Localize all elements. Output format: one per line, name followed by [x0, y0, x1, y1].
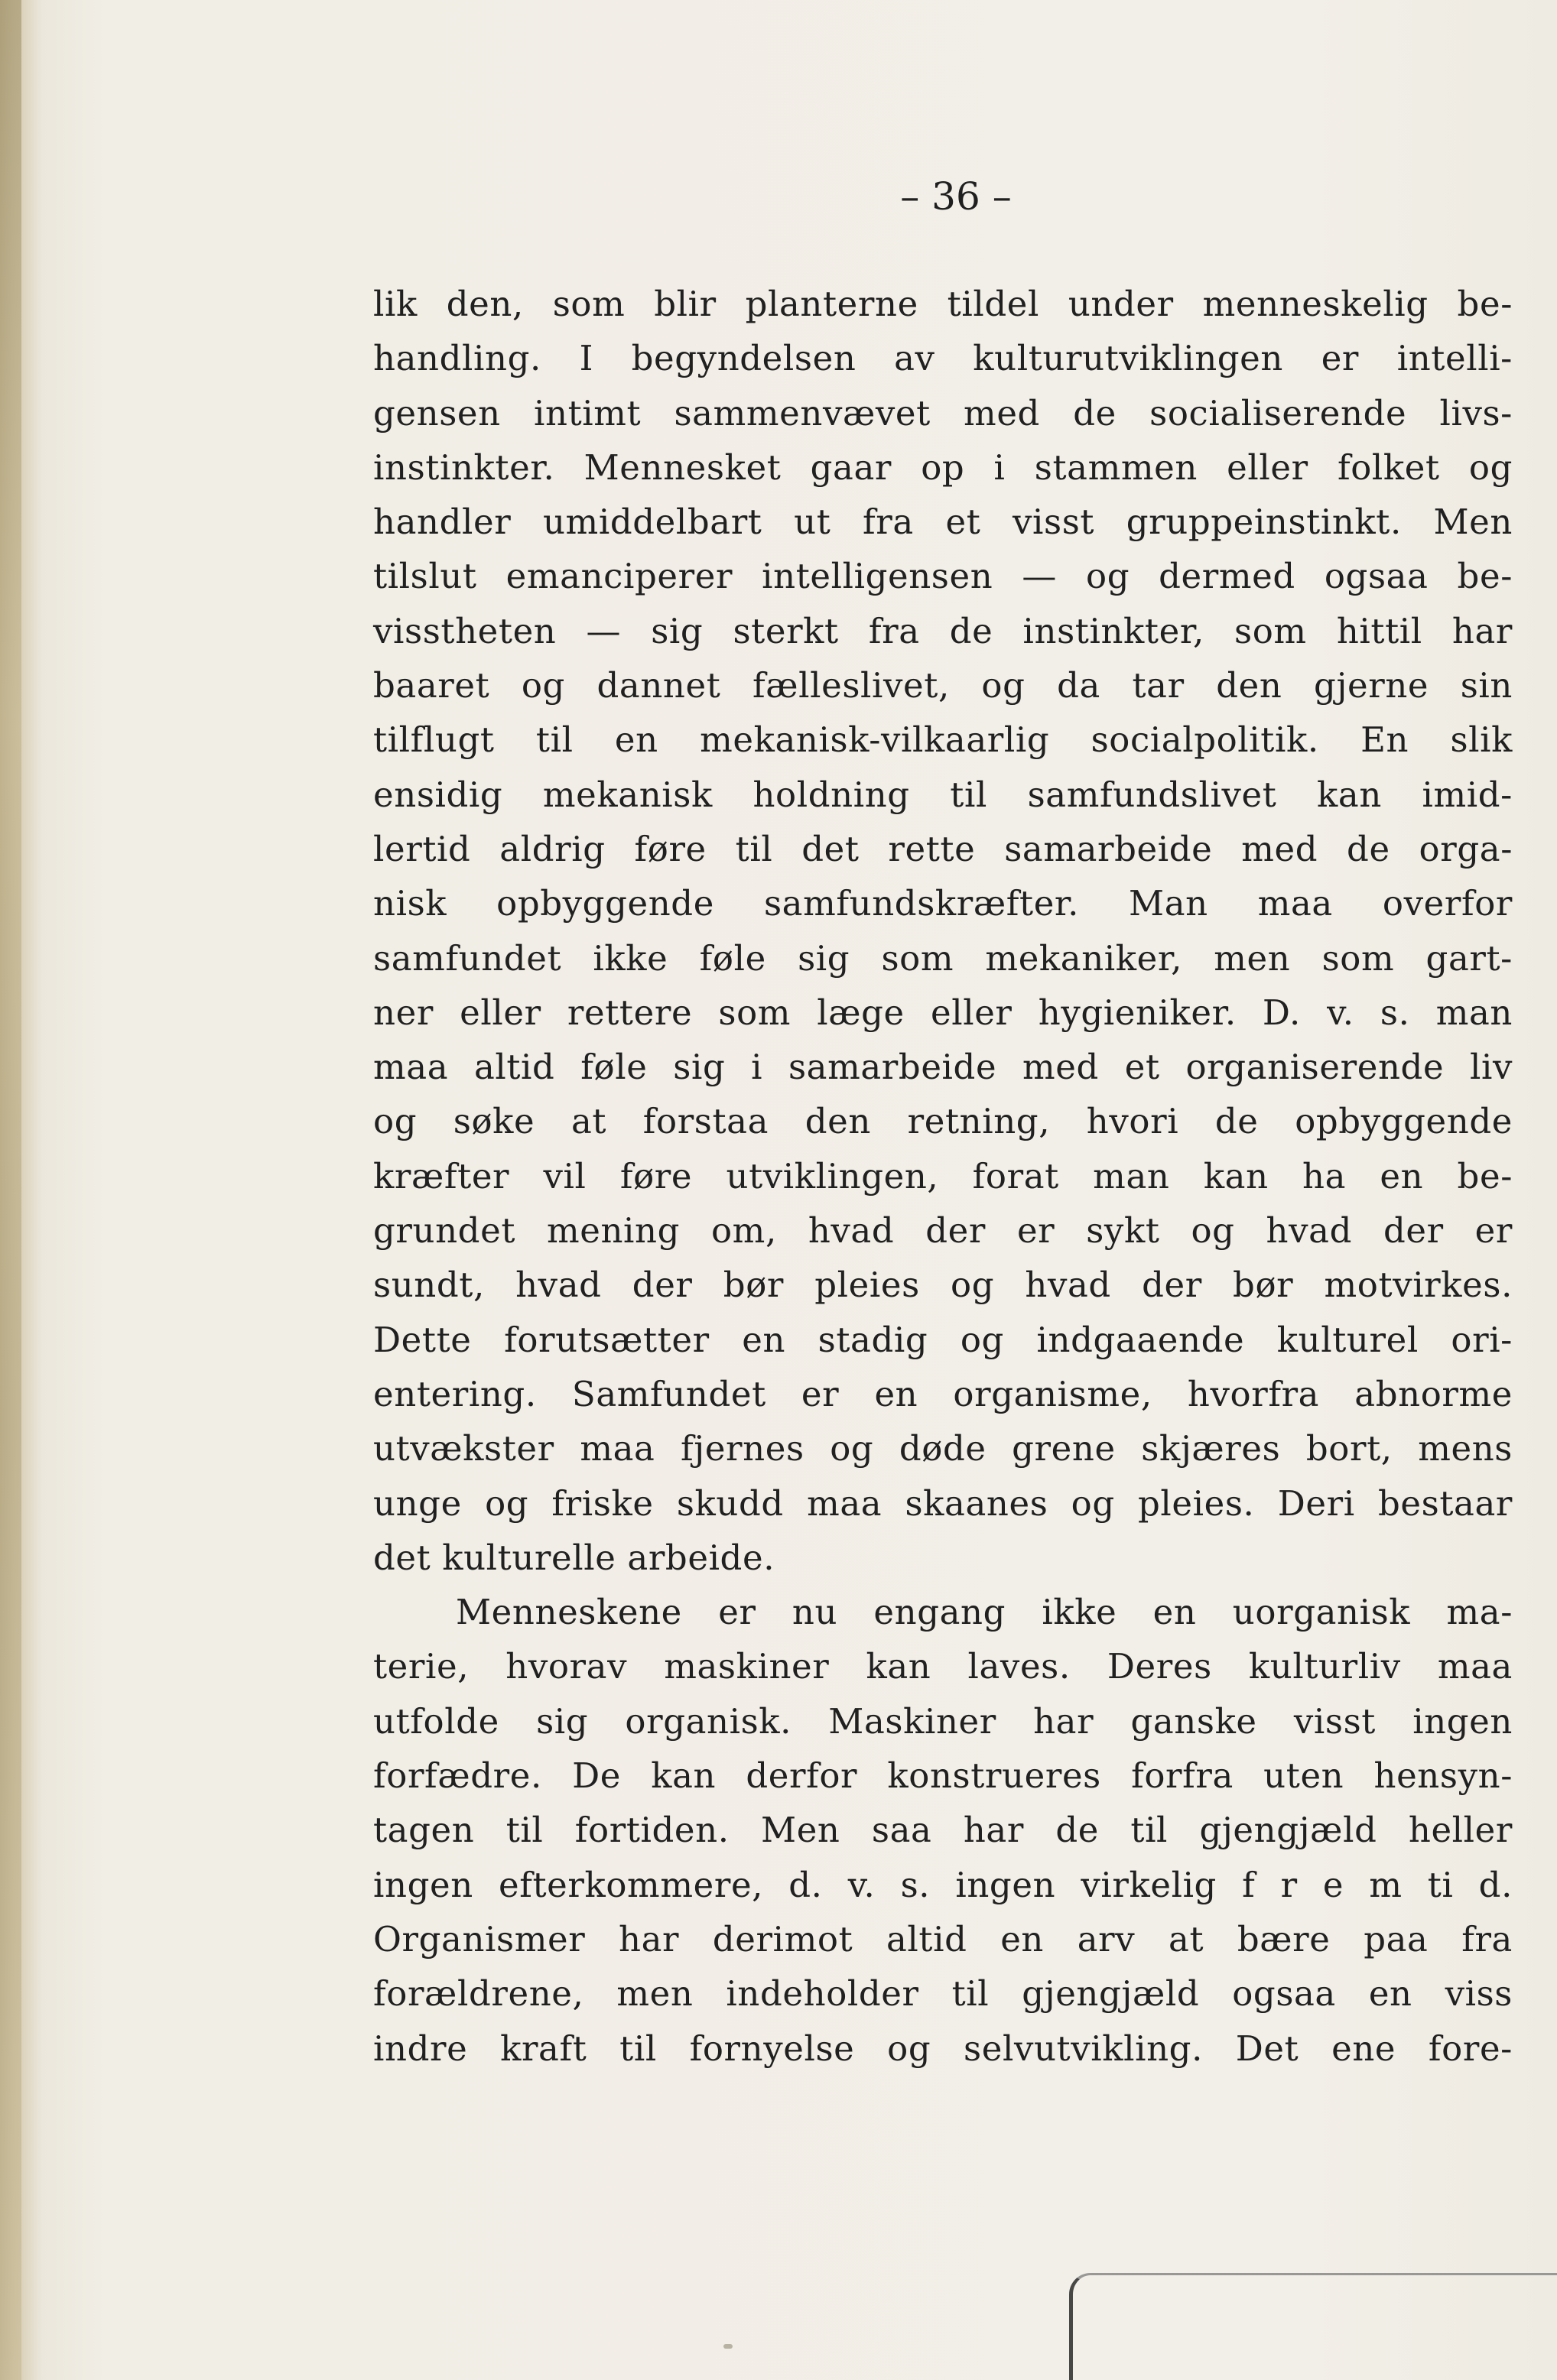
- text-line: tilflugt til en mekanisk-vilkaarlig socialpolitik. En slik: [373, 719, 1513, 761]
- text-line: handler umiddelbart ut fra et visst gruppeinstinkt. Men: [373, 502, 1513, 543]
- text-line: instinkter. Mennesket gaar op i stammen eller folket og: [373, 446, 1513, 488]
- text-line: lik den, som blir planterne tildel under menneskelig be-: [373, 284, 1513, 324]
- text-line: utvækster maa fjernes og døde grene skjæres bort, mens: [373, 1428, 1513, 1469]
- text-line: lertid aldrig føre til det rette samarbeide med de orga-: [373, 828, 1513, 869]
- corner-bracket-mark: [1069, 2273, 1557, 2380]
- text-line: nisk opbyggende samfundskræfter. Man maa overfor: [373, 883, 1513, 924]
- text-line: terie, hvorav maskiner kan laves. Deres kulturliv maa: [373, 1646, 1513, 1687]
- text-line: forfædre. De kan derfor konstrueres forfra uten hensyn-: [373, 1755, 1513, 1797]
- text-line: kræfter vil føre utviklingen, forat man kan ha en be-: [373, 1155, 1513, 1196]
- text-line: tagen til fortiden. Men saa har de til gjengjæld heller: [373, 1810, 1513, 1851]
- text-line: grundet mening om, hvad der er sykt og hvad der er: [373, 1210, 1513, 1252]
- text-line: samfundet ikke føle sig som mekaniker, men som gart-: [373, 937, 1513, 979]
- text-line: unge og friske skudd maa skaanes og pleies. Deri bestaar: [373, 1482, 1513, 1524]
- text-line: Menneskene er nu engang ikke en uorganisk ma-: [456, 1592, 1513, 1633]
- page-spine-edge: [0, 0, 21, 2380]
- paragraph: [373, 277, 1513, 1585]
- text-line: visstheten — sig sterkt fra de instinkter, som hittil har: [373, 610, 1513, 651]
- body-text: [373, 277, 1513, 2076]
- paragraph: [373, 1585, 1513, 2076]
- text-line: entering. Samfundet er en organisme, hvorfra abnorme: [373, 1373, 1513, 1414]
- page-number: – 36 –: [900, 174, 1012, 219]
- text-line: Organismer har derimot altid en arv at bære paa fra: [373, 1918, 1513, 1960]
- text-line: gensen intimt sammenvævet med de socialiserende livs-: [373, 392, 1513, 433]
- text-line: ner eller rettere som læge eller hygieniker. D. v. s. man: [373, 992, 1513, 1033]
- text-line: handling. I begyndelsen av kulturutviklingen er intelli-: [373, 338, 1513, 379]
- text-line: Dette forutsætter en stadig og indgaaende kulturel ori-: [373, 1319, 1513, 1360]
- paper-speck: [723, 2344, 733, 2349]
- text-line: tilslut emanciperer intelligensen — og dermed ogsaa be-: [373, 556, 1513, 597]
- text-line: sundt, hvad der bør pleies og hvad der bør motvirkes.: [373, 1265, 1513, 1306]
- text-line: og søke at forstaa den retning, hvori de opbyggende: [373, 1101, 1513, 1142]
- text-line: maa altid føle sig i samarbeide med et organiserende liv: [373, 1047, 1513, 1088]
- text-line: forældrene, men indeholder til gjengjæld ogsaa en viss: [373, 1973, 1513, 2015]
- text-line: ingen efterkommere, d. v. s. ingen virkelig f r e m ti d.: [373, 1864, 1513, 1905]
- text-line: utfolde sig organisk. Maskiner har ganske visst ingen: [373, 1700, 1513, 1742]
- text-line: baaret og dannet fælleslivet, og da tar den gjerne sin: [373, 665, 1513, 706]
- text-line: indre kraft til fornyelse og selvutvikling. Det ene fore-: [373, 2028, 1513, 2069]
- text-line: ensidig mekanisk holdning til samfundslivet kan imid-: [373, 774, 1513, 815]
- text-line: det kulturelle arbeide.: [373, 1537, 775, 1578]
